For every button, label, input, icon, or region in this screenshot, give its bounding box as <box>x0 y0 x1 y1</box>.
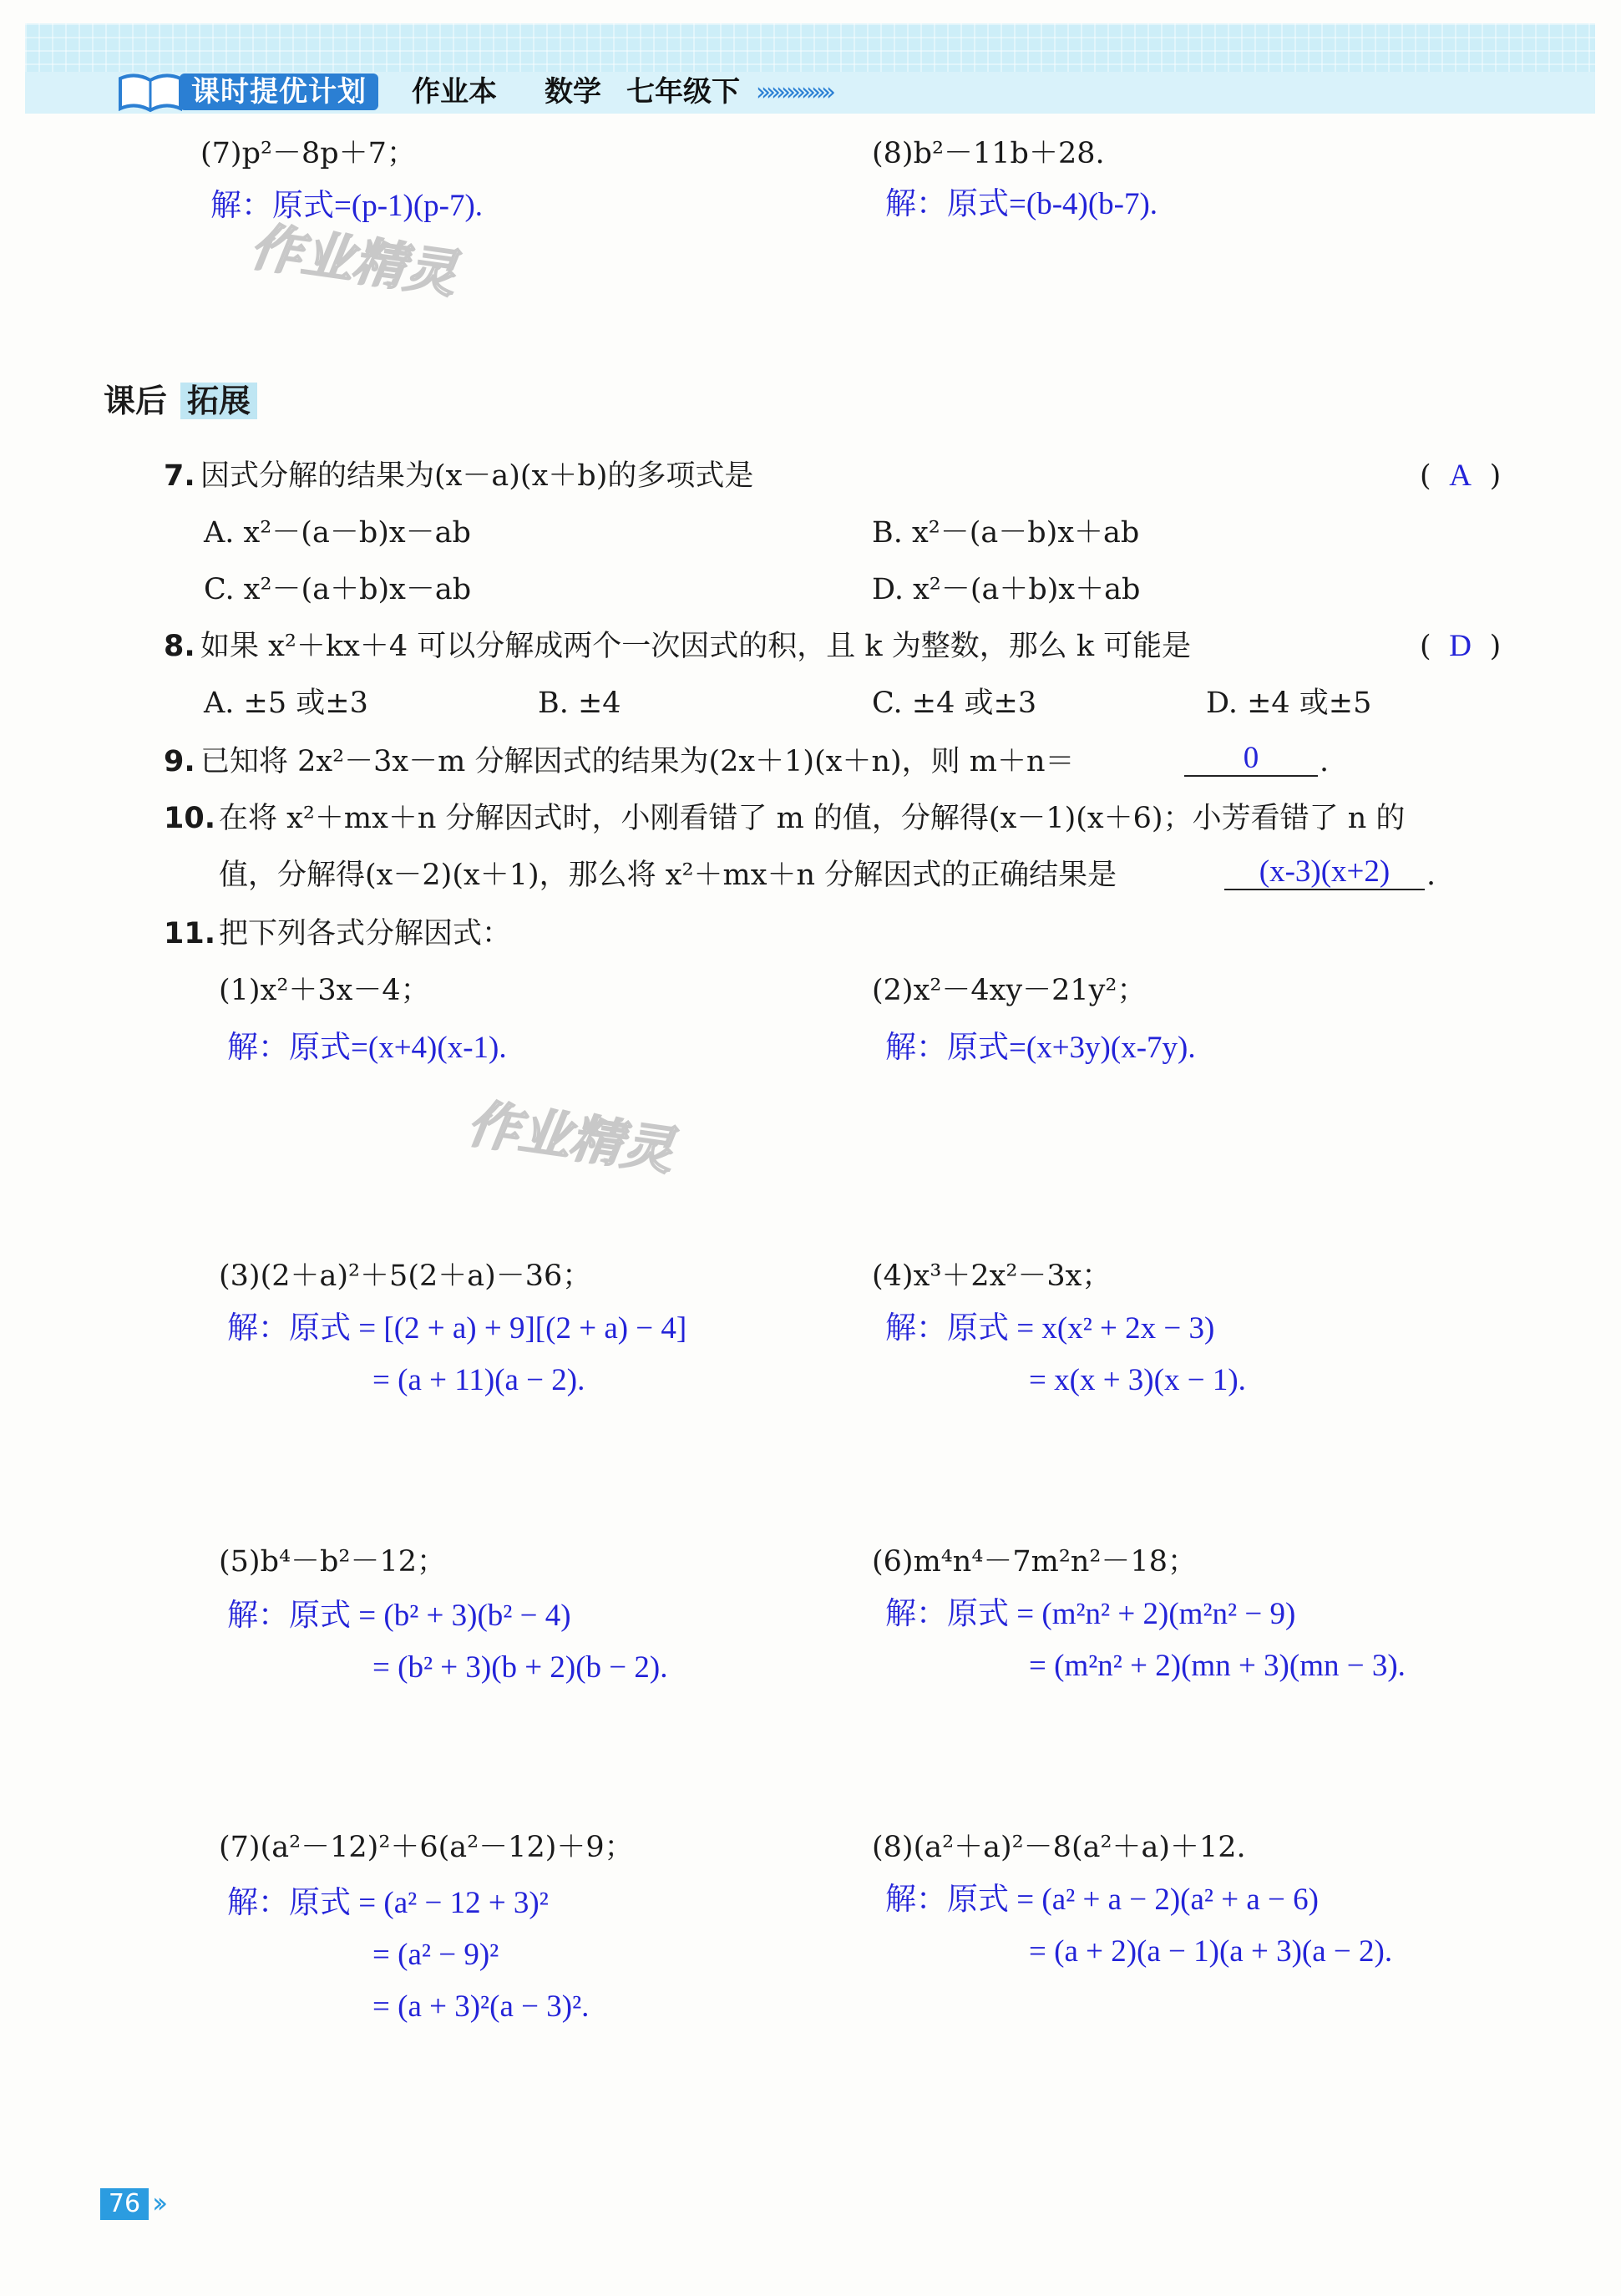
q8-number: 8. <box>164 630 195 663</box>
q8-stem: 如果 x²＋kx＋4 可以分解成两个一次因式的积，且 k 为整数，那么 k 可能是 <box>200 630 1192 663</box>
q9-answer: 0 <box>1243 741 1259 775</box>
q10-line2: 值，分解得(x－2)(x＋1)，那么将 x²＋mx＋n 分解因式的正确结果是 <box>219 859 1117 892</box>
q7-answer: A <box>1449 459 1472 493</box>
q11-s6: (6)m⁴n⁴－7m²n²－18； <box>872 1545 1197 1579</box>
q10-number: 10. <box>164 802 216 835</box>
section-title-b: 拓展 <box>180 383 257 419</box>
q9-stem: 已知将 2x²－3x－m 分解因式的结果为(2x＋1)(x＋n)，则 m＋n＝ <box>200 745 1075 778</box>
q7-stem: 因式分解的结果为(x－a)(x＋b)的多项式是 <box>200 459 754 493</box>
q11-s8-answer-2: = (a + 2)(a − 1)(a + 3)(a − 2). <box>1029 1934 1393 1969</box>
header-chevrons: ››››››››››››››› <box>756 78 831 107</box>
q11-s5-answer-1: 解：原式 = (b² + 3)(b² − 4) <box>227 1599 571 1633</box>
q10-blank <box>1224 855 1425 890</box>
q7-number: 7. <box>164 459 195 493</box>
q11-s3-answer-1: 解：原式 = [(2 + a) + 9][(2 + a) − 4] <box>227 1311 687 1346</box>
answer-p7: 解：原式=(p-1)(p-7). <box>210 189 484 223</box>
q11-s4-answer-1: 解：原式 = x(x² + 2x − 3) <box>885 1311 1215 1346</box>
q7-option-b: B. x²－(a－b)x＋ab <box>872 516 1140 550</box>
q11-s7: (7)(a²－12)²＋6(a²－12)＋9； <box>219 1831 634 1864</box>
q11-s8-answer-1: 解：原式 = (a² + a − 2)(a² + a − 6) <box>885 1883 1319 1917</box>
grade: 七年级下 <box>626 75 740 109</box>
q8-option-a: A. ±5 或±3 <box>204 687 368 720</box>
answer-p8: 解：原式=(b-4)(b-7). <box>885 187 1158 221</box>
q11-s1: (1)x²＋3x－4； <box>219 974 430 1007</box>
q10-line1: 在将 x²＋mx＋n 分解因式时，小刚看错了 m 的值，分解得(x－1)(x＋6)；小芳看错了 n 的 <box>219 802 1406 835</box>
problem-p7: (7)p²－8p＋7； <box>200 137 416 170</box>
q7-option-a: A. x²－(a－b)x－ab <box>204 516 471 550</box>
book-type: 作业本 <box>412 75 497 109</box>
watermark-2: 作业精灵 <box>464 1092 678 1182</box>
q11-s6-answer-1: 解：原式 = (m²n² + 2)(m²n² − 9) <box>885 1597 1296 1631</box>
q11-s7-answer-1: 解：原式 = (a² − 12 + 3)² <box>227 1886 549 1920</box>
q11-s3: (3)(2＋a)²＋5(2＋a)－36； <box>219 1260 592 1293</box>
q8-option-d: D. ±4 或±5 <box>1206 687 1372 720</box>
q9-end: . <box>1320 745 1330 778</box>
q7-option-d: D. x²－(a＋b)x＋ab <box>872 573 1141 606</box>
q11-s5-answer-2: = (b² + 3)(b + 2)(b − 2). <box>372 1650 668 1685</box>
q11-stem: 把下列各式分解因式： <box>219 917 512 950</box>
brand-label: 课时提优计划 <box>180 73 378 110</box>
page-chevron-icon: ›› <box>152 2187 162 2220</box>
q11-s2: (2)x²－4xy－21y²； <box>872 974 1147 1007</box>
q11-s2-answer: 解：原式=(x+3y)(x-7y). <box>885 1031 1196 1065</box>
q11-s1-answer: 解：原式=(x+4)(x-1). <box>227 1031 507 1065</box>
subject: 数学 <box>545 75 601 109</box>
section-title <box>104 380 257 422</box>
q8-answer-paren: ( D ) <box>1420 629 1502 663</box>
q11-s7-answer-2: = (a² − 9)² <box>372 1938 499 1972</box>
q11-s5: (5)b⁴－b²－12； <box>219 1545 446 1579</box>
q8-option-b: B. ±4 <box>538 687 621 720</box>
q10-end: . <box>1426 859 1436 892</box>
q10-answer: (x-3)(x+2) <box>1259 854 1391 889</box>
q8-option-c: C. ±4 或±3 <box>872 687 1037 720</box>
q11-s4-answer-2: = x(x + 3)(x − 1). <box>1029 1363 1246 1397</box>
q11-s8: (8)(a²＋a)²－8(a²＋a)＋12. <box>872 1831 1246 1864</box>
section-title-a: 课后 <box>104 383 168 419</box>
q9-blank <box>1184 742 1318 777</box>
book-icon <box>117 67 184 114</box>
q11-s7-answer-3: = (a + 3)²(a − 3)². <box>372 1989 590 2024</box>
q7-answer-paren: ( A ) <box>1420 459 1502 493</box>
problem-p8: (8)b²－11b＋28. <box>872 137 1105 170</box>
q7-option-c: C. x²－(a＋b)x－ab <box>204 573 472 606</box>
q8-answer: D <box>1449 629 1472 663</box>
page-number: 76 <box>100 2188 149 2220</box>
q11-s3-answer-2: = (a + 11)(a − 2). <box>372 1363 585 1397</box>
q11-s4: (4)x³＋2x²－3x； <box>872 1260 1112 1293</box>
q9-number: 9. <box>164 745 195 778</box>
q11-number: 11. <box>164 917 216 950</box>
watermark: 作业精灵 <box>246 215 461 305</box>
q11-s6-answer-2: = (m²n² + 2)(mn + 3)(mn − 3). <box>1029 1649 1406 1683</box>
